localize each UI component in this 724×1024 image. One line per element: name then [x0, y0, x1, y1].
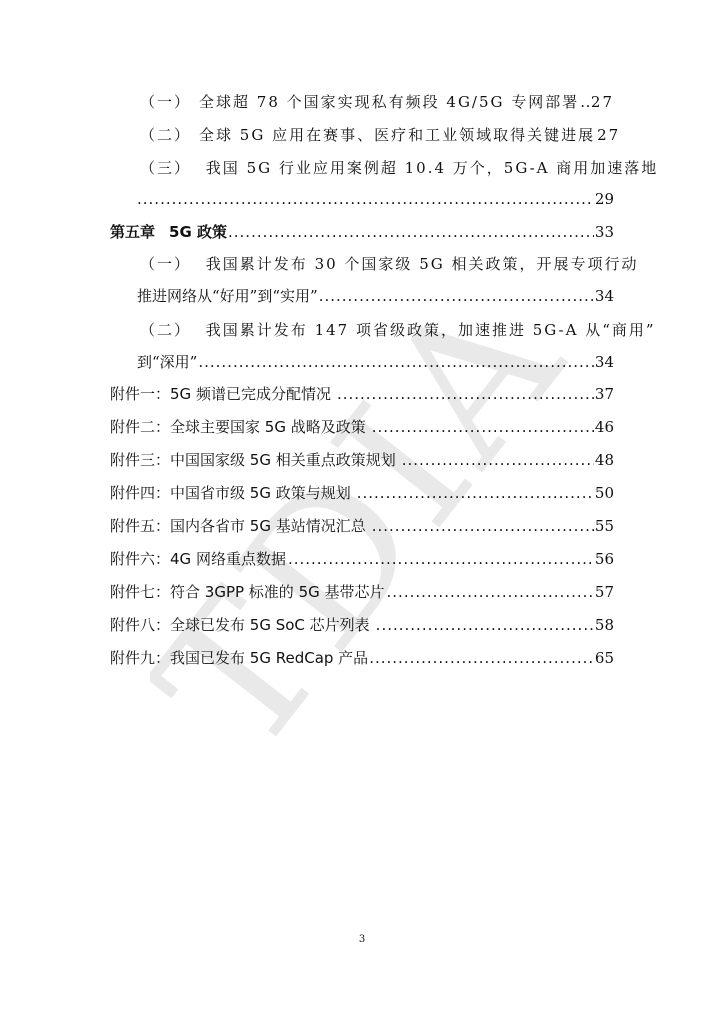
- toc-appendix-title: 我国已发布 5G RedCap 产品: [170, 649, 369, 667]
- toc-appendix-number: 附件八：: [110, 616, 171, 634]
- toc-leader: [198, 352, 594, 372]
- toc-appendix-number: 附件六：: [110, 550, 171, 568]
- toc-entry-title: 我国 5G 行业应用案例超 10.4 万个，5G-A 商用加速落地: [205, 159, 659, 177]
- toc-entry-number: （一）: [140, 255, 192, 273]
- toc-entry-title: 我国累计发布 30 个国家级 5G 相关政策，开展专项行动: [205, 255, 639, 273]
- toc-leader: [376, 615, 594, 635]
- toc-entry-page: 37: [594, 385, 614, 403]
- toc-appendix-title: 5G 频谱已完成分配情况: [170, 385, 331, 403]
- toc-leader: [372, 516, 594, 536]
- toc-leader: [372, 417, 594, 437]
- toc-appendix-7[interactable]: [110, 582, 614, 602]
- toc-leader: [357, 483, 594, 503]
- toc-entry-page: 27: [590, 93, 614, 111]
- toc-appendix-2[interactable]: [110, 417, 614, 437]
- toc-appendix-3[interactable]: [110, 450, 614, 470]
- toc-appendix-title: 4G 网络重点数据: [170, 550, 286, 568]
- toc-appendix-6[interactable]: [110, 549, 614, 569]
- toc-entry-line2[interactable]: [137, 286, 614, 306]
- toc-entry-number: （三）: [140, 159, 192, 177]
- toc-entry-line2[interactable]: [137, 189, 614, 209]
- toc-entry[interactable]: [140, 125, 621, 145]
- toc-appendix-title: 全球主要国家 5G 战略及政策: [170, 418, 366, 436]
- toc-chapter-number: 第五章: [110, 223, 156, 241]
- toc-entry-title-cont: 到“深用”: [137, 353, 198, 371]
- toc-entry-page: 29: [594, 190, 614, 208]
- toc-entry-page: 57: [594, 583, 614, 601]
- toc-entry-title-cont: 推进网络从“好用”到“实用”: [137, 287, 318, 305]
- toc-entry[interactable]: [140, 92, 614, 112]
- toc-entry-page: 33: [594, 223, 614, 241]
- toc-appendix-title: 中国国家级 5G 相关重点政策规划: [170, 451, 396, 469]
- toc-entry-page: 27: [597, 126, 621, 144]
- toc-entry-title: 全球超 78 个国家实现私有频段 4G/5G 专网部署: [199, 93, 580, 111]
- toc-leader: [337, 384, 594, 404]
- toc-chapter[interactable]: [110, 222, 614, 242]
- toc-entry-page: 48: [594, 451, 614, 469]
- toc-entry-page: 50: [594, 484, 614, 502]
- toc-entry-page: 56: [594, 550, 614, 568]
- toc-leader: [369, 648, 594, 668]
- toc-appendix-9[interactable]: [110, 648, 614, 668]
- toc-entry-line2[interactable]: [137, 352, 614, 372]
- toc-appendix-title: 中国省市级 5G 政策与规划: [170, 484, 351, 502]
- toc-entry-number: （二）: [140, 321, 192, 339]
- toc-appendix-4[interactable]: [110, 483, 614, 503]
- toc-entry-line1[interactable]: [140, 320, 656, 340]
- toc-entry-line1[interactable]: [140, 254, 638, 274]
- toc-appendix-number: 附件九：: [110, 649, 171, 667]
- toc-entry-page: 58: [594, 616, 614, 634]
- toc-entry-page: 34: [594, 287, 614, 305]
- toc-leader: [288, 549, 594, 569]
- toc-entry-page: 46: [594, 418, 614, 436]
- toc-entry-line1[interactable]: [140, 158, 658, 178]
- toc-entry-page: 65: [594, 649, 614, 667]
- toc-appendix-number: 附件二：: [110, 418, 171, 436]
- toc-appendix-number: 附件四：: [110, 484, 171, 502]
- toc-chapter-title: 5G 政策: [169, 223, 227, 241]
- toc-appendix-number: 附件一：: [110, 385, 171, 403]
- toc-entry-page: 34: [594, 353, 614, 371]
- toc-entry-page: 55: [594, 517, 614, 535]
- toc-appendix-number: 附件五：: [110, 517, 171, 535]
- toc-appendix-5[interactable]: [110, 516, 614, 536]
- toc-leader: [402, 450, 594, 470]
- toc-appendix-number: 附件七：: [110, 583, 171, 601]
- toc-entry-title: 我国累计发布 147 项省级政策，加速推进 5G-A 从“商用”: [205, 321, 656, 339]
- watermark-text: TDIA: [150, 290, 580, 760]
- toc-appendix-1[interactable]: [110, 384, 614, 404]
- toc-appendix-number: 附件三：: [110, 451, 171, 469]
- toc-entry-title: 全球 5G 应用在赛事、医疗和工业领域取得关键进展: [199, 126, 596, 144]
- toc-leader: [228, 222, 594, 242]
- toc-entry-number: （二）: [140, 126, 192, 144]
- toc-leader: [137, 189, 594, 209]
- toc-appendix-8[interactable]: [110, 615, 614, 635]
- page-number: 3: [358, 934, 366, 945]
- toc-appendix-title: 符合 3GPP 标准的 5G 基带芯片: [170, 583, 385, 601]
- toc-appendix-title: 全球已发布 5G SoC 芯片列表: [170, 616, 370, 634]
- toc-leader: [580, 92, 590, 112]
- toc-leader: [387, 582, 594, 602]
- toc-entry-number: （一）: [140, 93, 192, 111]
- toc-leader: [319, 286, 594, 306]
- toc-appendix-title: 国内各省市 5G 基站情况汇总: [170, 517, 366, 535]
